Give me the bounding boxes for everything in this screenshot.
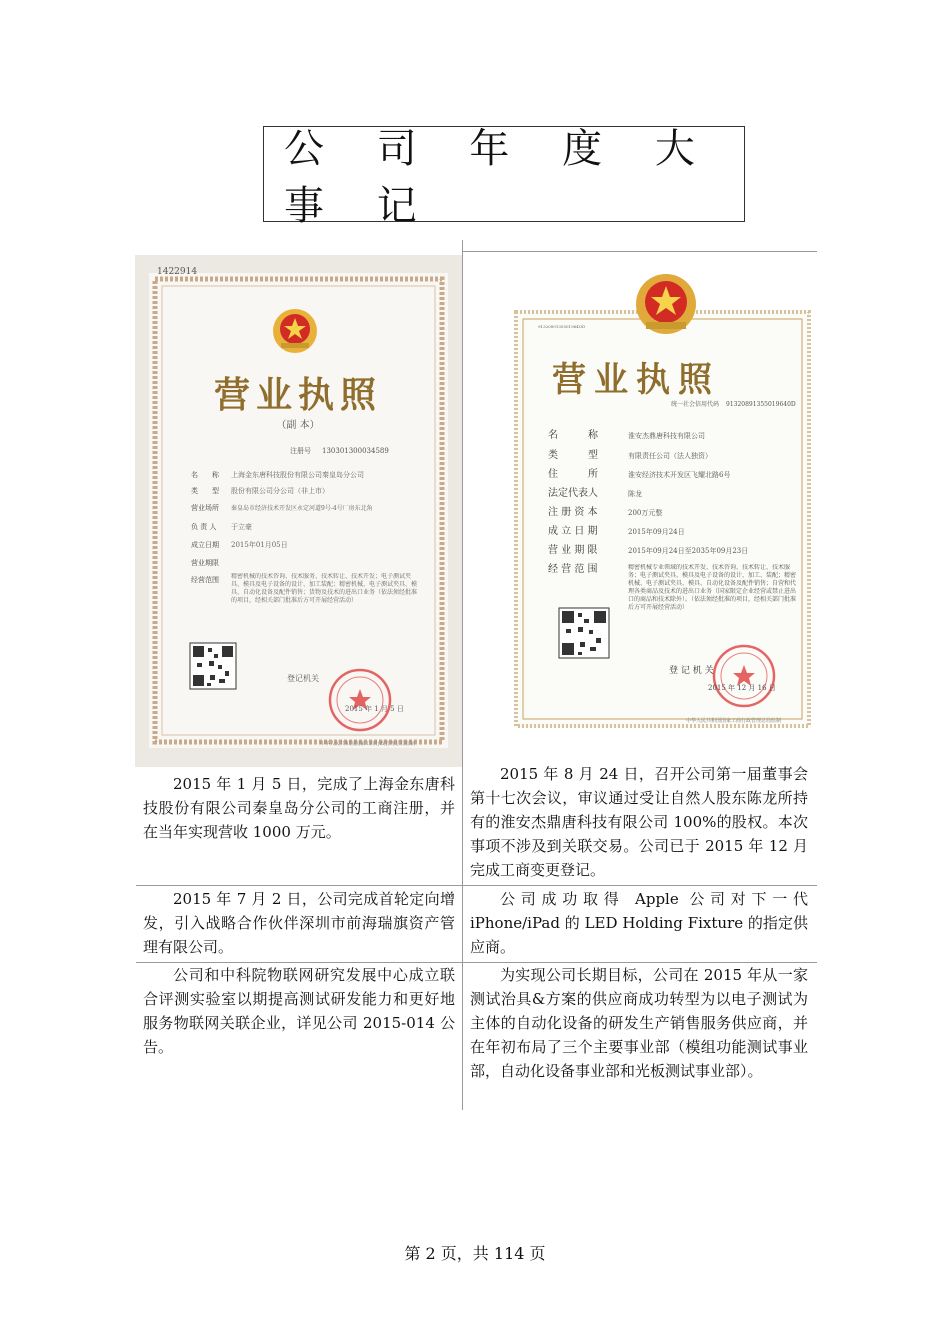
title-box (263, 126, 745, 229)
license-right-field-value: 200万元整 (628, 509, 663, 517)
license-left-field-label: 成立日期 (191, 541, 219, 549)
license-right-field-value: 有限责任公司（法人独资） (628, 452, 712, 460)
qr-code-icon (559, 608, 609, 658)
license-right-field-value: 淮安经济技术开发区飞耀北路6号 (628, 471, 731, 479)
license-left-heading: 营业执照 (213, 374, 383, 416)
license-right-field-value: 2015年09月24日 (628, 528, 685, 536)
license-left-field-label: 营业期限 (191, 559, 219, 567)
table-divider-row2-right (463, 885, 817, 886)
license-left-reg-label: 注册号 (290, 447, 311, 455)
event-text: 为实现公司长期目标，公司在 2015 年从一家测试治具&方案的供应商成功转型为以电子测试为主体的自动化设备的研发生产销售服务供应商，并在年初布局了三个主要事业部（模组功能测试事业部，自动化设备事业部和光板测试事业部）。 (470, 966, 808, 1080)
qr-code-icon (190, 643, 236, 689)
license-right-footer: 中华人民共和国国家工商行政管理总局监制 (686, 718, 782, 724)
license-right-field-label: 经 营 范 围 (548, 564, 598, 575)
license-left-field-label: 类 型 (191, 487, 219, 495)
license-left-field-value: 2015年01月05日 (231, 541, 288, 549)
license-right-field-label: 营 业 期 限 (548, 545, 598, 556)
license-right-code-label: 统一社会信用代码 (671, 401, 720, 408)
license-right-registrar: 登 记 机 关 (669, 666, 714, 676)
table-divider-vertical (462, 240, 463, 1110)
license-right-code: 91320891355019640D (726, 401, 796, 408)
license-left-footer: 中华人民共和国国家工商行政管理总局监制 (320, 741, 416, 747)
license-left-field-value: 上海金东唐科技股份有限公司秦皇岛分公司 (231, 471, 364, 479)
license-left-copy: （副 本） (276, 420, 320, 431)
page-footer: 第 2 页，共 114 页 (404, 1244, 546, 1263)
license-left-date: 2015 年 1 月 5 日 (345, 705, 404, 713)
event-text: 2015 年 7 月 2 日，公司完成首轮定向增发，引入战略合作伙伴深圳市前海瑞旗资产管理有限公司。 (143, 890, 455, 956)
license-right-field-value: 淮安杰鼎唐科技有限公司 (628, 432, 705, 440)
table-divider-row2-left (136, 885, 462, 886)
page-title: 公 司 年 度 大 事 记 (284, 126, 715, 229)
license-right-field-label: 名 称 (548, 430, 598, 441)
license-left-field-value: 于立豪 (231, 523, 252, 531)
license-left-field-label: 经营范围 (191, 576, 219, 584)
event-text: 公司成功取得 Apple 公司对下一代 iPhone/iPad 的 LED Holding Fixture 的指定供应商。 (470, 890, 808, 956)
national-emblem-icon (636, 274, 696, 334)
business-license-image-right (486, 266, 816, 766)
license-left-registrar: 登记机关 (287, 674, 319, 683)
license-right-scope: 精密机械专业领域的技术开发、技术咨询、技术转让、技术服务；电子测试夹具、模具及电子设备的设计、加工、装配；精密机械、电子测试夹具、模具、自动化设备及配件销售；自营和代理各类商品及技术的进出口业务（国家限定企业经营或禁止进出口的商品和技术除外）。（依法须经批准的项目，经相关部门批准后方可开展经营活动） (628, 564, 797, 611)
license-left-reg-no: 130301300034589 (322, 447, 389, 455)
license-left-field-label: 营业场所 (191, 504, 219, 512)
event-text: 2015 年 1 月 5 日，完成了上海金东唐科技股份有限公司秦皇岛分公司的工商注册，并在当年实现营收 1000 万元。 (143, 775, 455, 841)
license-left-field-label: 名 称 (191, 471, 219, 479)
license-left-scope: 精密机械的技术咨询、技术服务、技术转让、技术开发；电子测试夹具、模具及电子设备的设计、加工装配；精密机械、电子测试夹具、模具、自动化设备及配件销售；货物及技术的进出口业务（依法须经批准的项目，经相关部门批准后方可开展经营活动） (231, 573, 418, 604)
national-emblem-icon (273, 309, 317, 353)
license-right-field-label: 类 型 (548, 450, 598, 461)
license-right-field-value: 2015年09月24日至2035年09月23日 (628, 547, 749, 555)
event-text: 2015 年 8 月 24 日，召开公司第一届董事会第十七次会议，审议通过受让自然人股东陈龙所持有的淮安杰鼎唐科技有限公司 100%的股权。本次事项不涉及到关联交易。公司已于 2015 年 12 月完成工商变更登记。 (470, 765, 808, 879)
license-right-field-value: 陈龙 (628, 490, 642, 498)
license-left-serial: 1422914 (157, 267, 198, 277)
license-right-field-label: 注 册 资 本 (548, 507, 598, 518)
svg-text:9132089135501964OD: 9132089135501964OD (538, 324, 586, 329)
business-license-image-left (135, 255, 462, 767)
license-right-field-label: 住 所 (548, 469, 598, 480)
license-left-field-value: 股份有限公司分公司（非上市） (231, 487, 329, 495)
license-right-field-label: 成 立 日 期 (548, 526, 598, 537)
event-text: 公司和中科院物联网研究发展中心成立联合评测实验室以期提高测试研发能力和更好地服务物联网关联企业，详见公司 2015-014 公告。 (143, 966, 455, 1056)
license-right-field-label: 法定代表人 (548, 488, 598, 499)
table-divider-top (463, 251, 817, 252)
license-right-heading: 营业执照 (552, 360, 720, 400)
license-left-field-label: 负 责 人 (191, 523, 217, 531)
license-right-date: 2015 年 12 月 16 日 (708, 684, 776, 692)
license-left-field-value: 秦皇岛市经济技术开发区永定河道9号-4号厂房东北角 (231, 505, 373, 512)
